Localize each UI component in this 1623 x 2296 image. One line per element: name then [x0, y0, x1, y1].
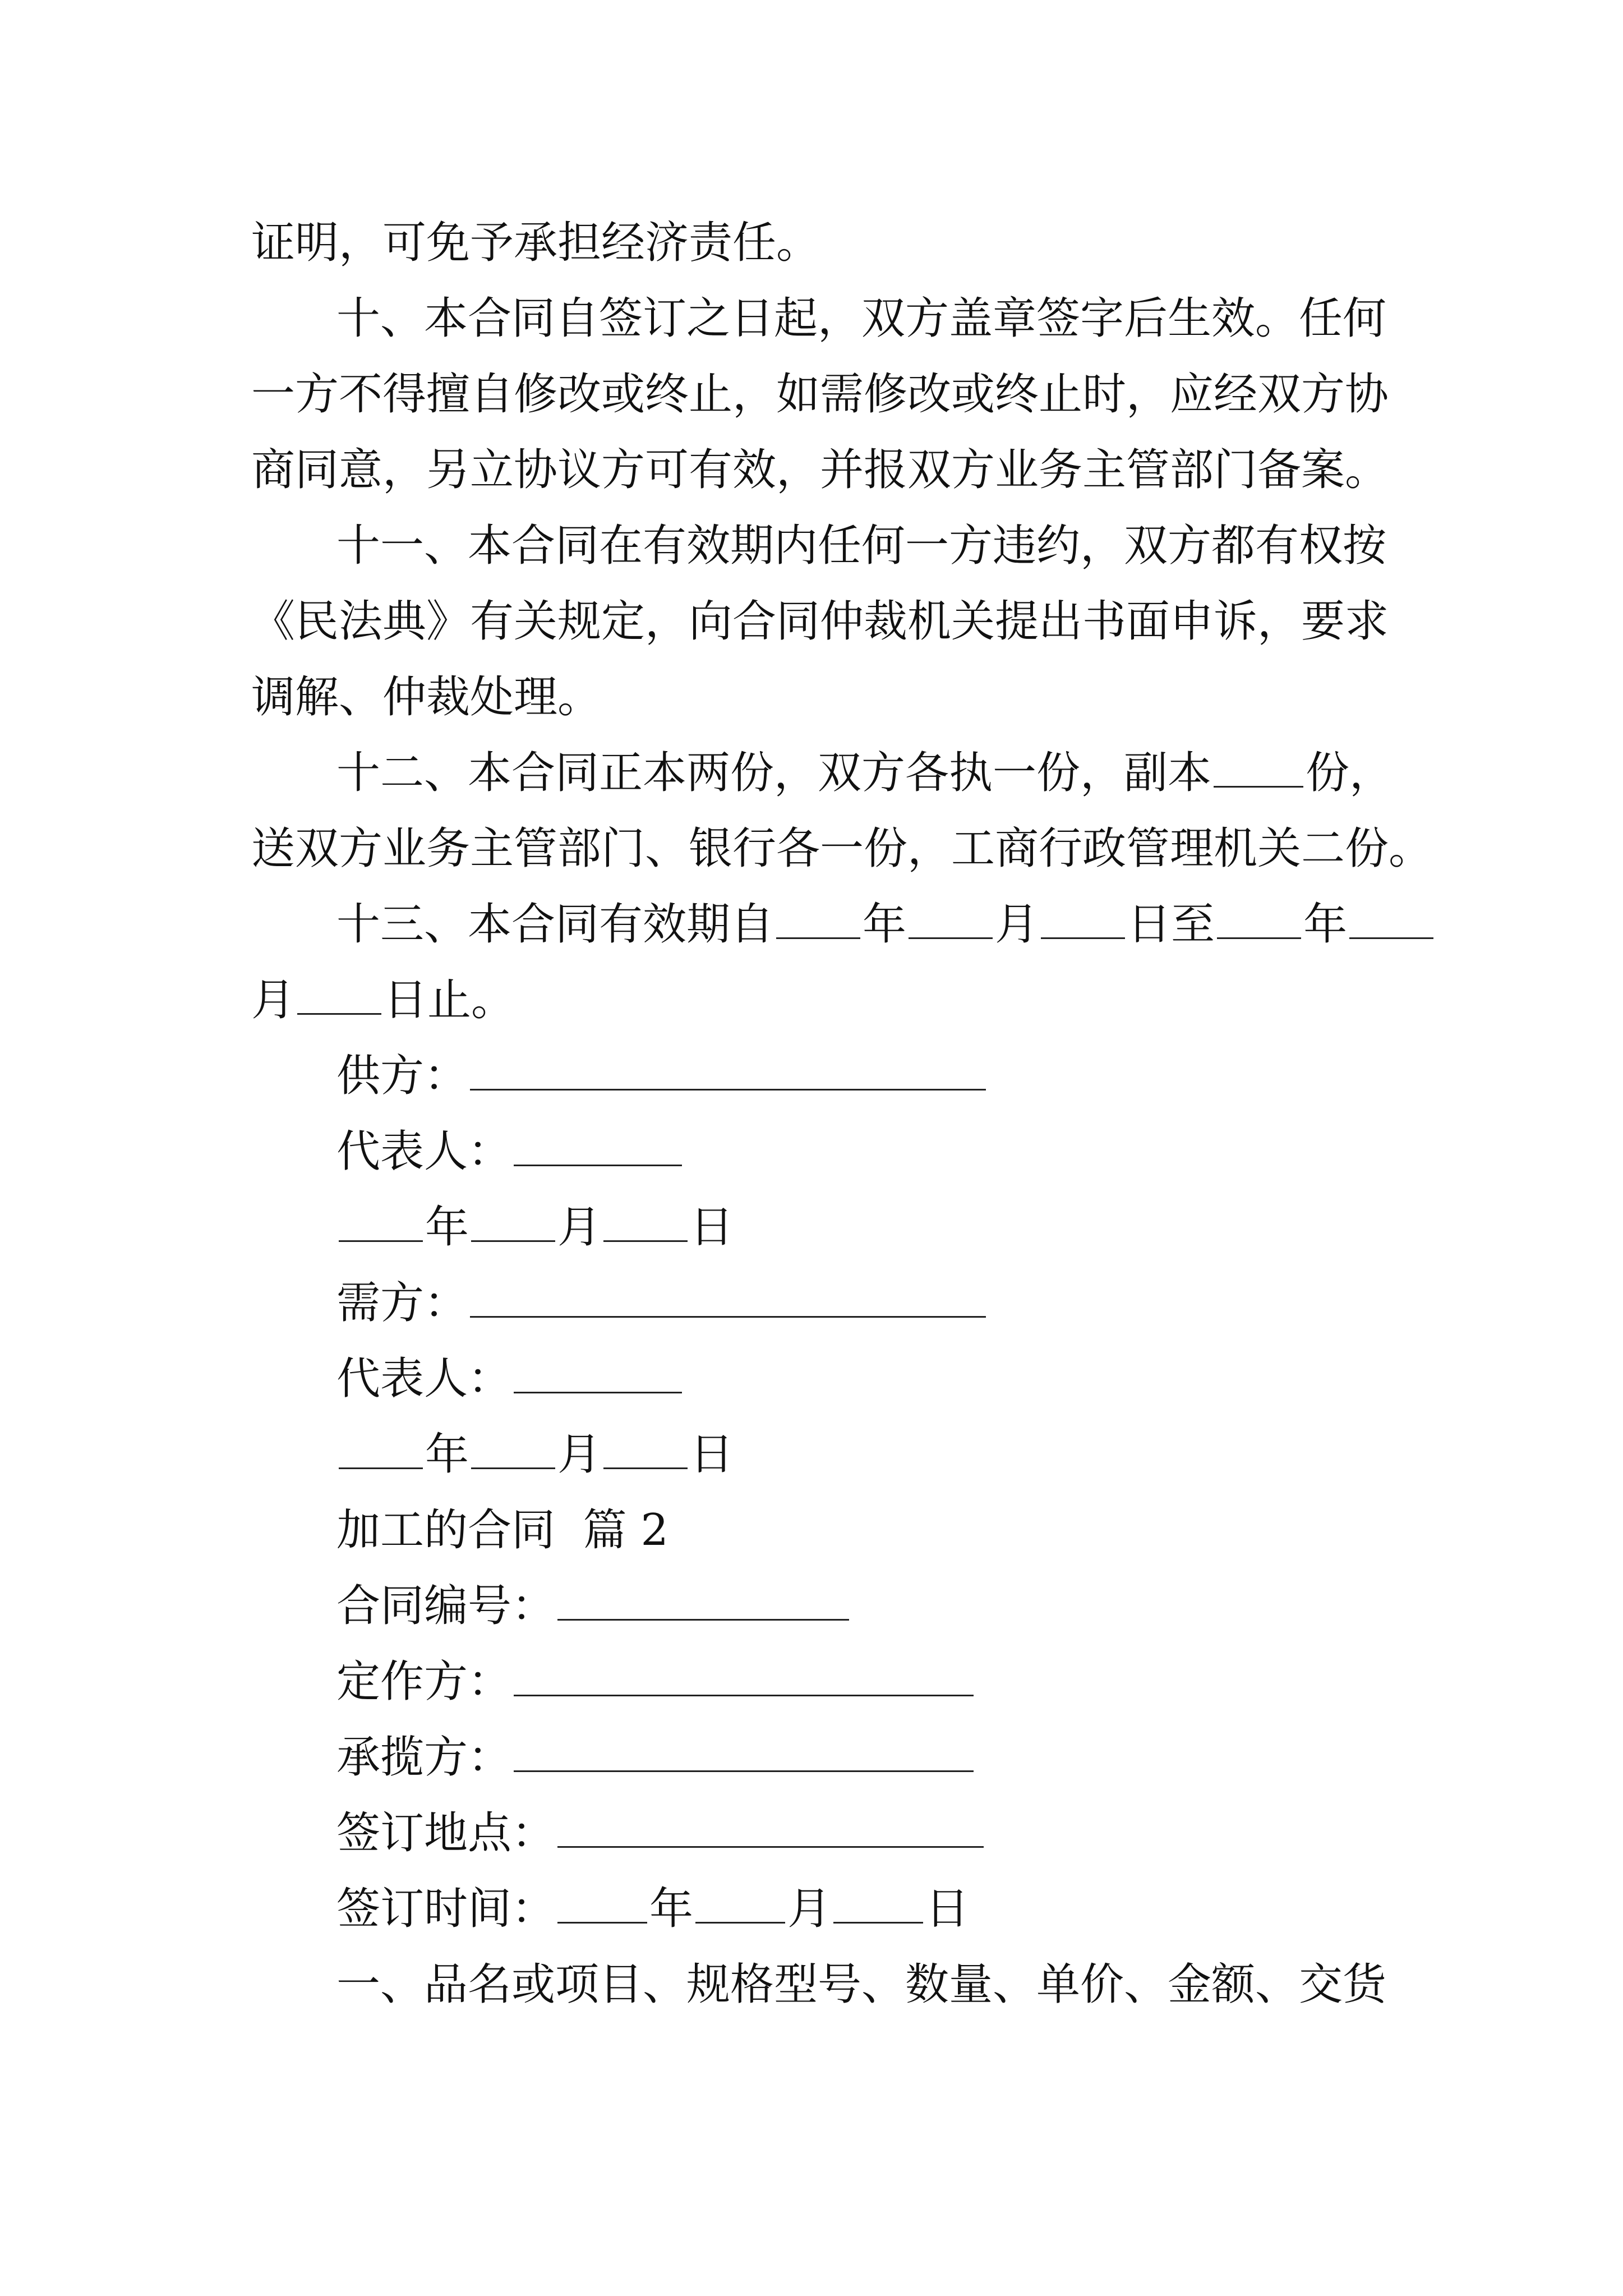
text: 日 [690, 1202, 734, 1253]
text: 年 [425, 1429, 469, 1480]
blank-field [776, 903, 860, 939]
paragraph-line [0, 742, 1623, 804]
text: 月 [787, 1884, 832, 1934]
blank-field [471, 1433, 555, 1469]
text: 年 [425, 1202, 469, 1253]
text: 年 [863, 899, 907, 950]
rep-blank [514, 1357, 682, 1393]
time-line [0, 1878, 1623, 1940]
blank-field [471, 1205, 555, 1242]
text: 一、品名或项目、规格型号、数量、单价、金额、交货 [336, 1959, 1387, 2010]
text: 《民法典》有关规定，向合同仲裁机关提出书面申诉，要求 [251, 596, 1389, 647]
blank-field [603, 1433, 688, 1469]
blank-field [514, 1660, 974, 1696]
text: 承揽方： [336, 1732, 512, 1783]
rep-blank [514, 1130, 682, 1166]
text: 商同意，另立协议方可有效，并报双方业务主管部门备案。 [251, 445, 1389, 495]
supplier-rep-line [0, 1121, 1623, 1182]
blank-field [514, 1736, 974, 1772]
text: 月 [557, 1429, 602, 1480]
text: 十三、本合同有效期自 [336, 899, 774, 950]
text: 签订时间： [336, 1884, 556, 1934]
buyer-line [0, 1272, 1623, 1334]
text: 日 [925, 1884, 970, 1934]
supplier-date-line [0, 1197, 1623, 1258]
text: 合同编号： [336, 1581, 556, 1631]
text: 调解、仲裁处理。 [251, 672, 602, 723]
blank-field [909, 903, 993, 939]
text: 十、本合同自签订之日起，双方盖章签字后生效。任何 [336, 293, 1387, 344]
paragraph-line [0, 666, 1623, 728]
text: 一方不得擅自修改或终止，如需修改或终止时，应经双方协 [251, 369, 1389, 420]
blank-field [1041, 903, 1125, 939]
text: 签订地点： [336, 1808, 556, 1858]
buyer-date-line [0, 1424, 1623, 1485]
paragraph-line [0, 1954, 1623, 2016]
supplier-line [0, 1045, 1623, 1107]
paragraph-line [0, 969, 1623, 1031]
place-line [0, 1802, 1623, 1864]
buyer-label: 需方： [336, 1278, 468, 1328]
text: 日 [690, 1429, 734, 1480]
text: 日至 [1127, 899, 1215, 950]
text: 送双方业务主管部门、银行各一份，工商行政管理机关二份。 [251, 823, 1433, 874]
text: 加工的合同 篇 2 [336, 1505, 669, 1556]
text: 证明，可免予承担经济责任。 [251, 218, 820, 268]
text: 日止。 [384, 975, 515, 1025]
buyer-rep-line [0, 1348, 1623, 1410]
supplier-label: 供方： [336, 1051, 468, 1101]
paragraph-line [0, 818, 1623, 880]
blank-field [833, 1887, 923, 1924]
contract-no-line [0, 1575, 1623, 1637]
paragraph-line [0, 894, 1623, 955]
blank-field [557, 1887, 647, 1924]
text: 月 [995, 899, 1039, 950]
text: 份， [1306, 748, 1394, 798]
blank-field [603, 1205, 688, 1242]
blank-field [695, 1887, 785, 1924]
paragraph-line [0, 515, 1623, 577]
orderer-line [0, 1651, 1623, 1713]
section-title [0, 1499, 1623, 1561]
blank-field [1217, 903, 1301, 939]
paragraph-line [0, 439, 1623, 501]
blank-field [557, 1584, 849, 1621]
paragraph-line [0, 288, 1623, 349]
paragraph-line [0, 212, 1623, 274]
text: 十二、本合同正本两份，双方各执一份，副本 [336, 748, 1212, 798]
supplier-blank [470, 1054, 986, 1091]
text: 月 [251, 975, 296, 1025]
blank-field [339, 1205, 423, 1242]
blank-field [297, 978, 381, 1015]
contractor-line [0, 1727, 1623, 1788]
rep-label: 代表人： [336, 1126, 512, 1177]
text: 定作方： [336, 1657, 512, 1707]
text: 月 [557, 1202, 602, 1253]
paragraph-line [0, 364, 1623, 425]
blank-field [339, 1433, 423, 1469]
buyer-blank [470, 1281, 986, 1318]
text: 十一、本合同在有效期内任何一方违约，双方都有权按 [336, 521, 1387, 571]
blank-field [1214, 751, 1303, 788]
blank-field [557, 1811, 984, 1848]
text: 年 [1303, 899, 1348, 950]
text: 年 [649, 1884, 694, 1934]
rep-label: 代表人： [336, 1354, 512, 1404]
paragraph-line [0, 591, 1623, 652]
blank-field [1349, 903, 1433, 939]
